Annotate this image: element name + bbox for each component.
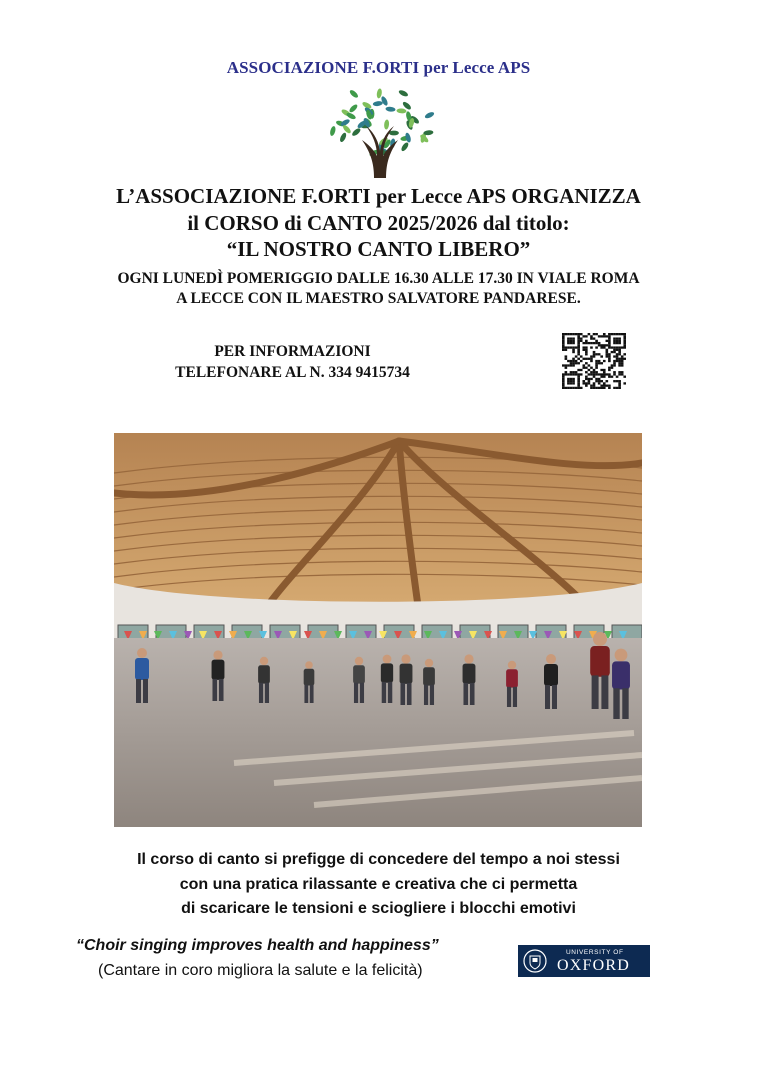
title-line-2: il CORSO di CANTO 2025/2026 dal titolo: <box>187 211 570 235</box>
description-line-3: di scaricare le tensioni e sciogliere i blocchi emotivi <box>181 900 576 917</box>
description-line-2: con una pratica rilassante e creativa che ci permetta <box>179 876 578 893</box>
oxford-name: OXFORD <box>557 957 630 974</box>
info-phone: TELEFONARE AL N. 334 9415734 <box>175 364 410 381</box>
quote-text: “Choir singing improves health and happiness” <box>76 937 439 954</box>
qr-code-icon[interactable] <box>562 333 626 389</box>
info-line-1: PER INFORMAZIONI <box>214 343 371 360</box>
title-line-3: “IL NOSTRO CANTO LIBERO” <box>226 237 531 261</box>
schedule-line-2: A LECCE CON IL MAESTRO SALVATORE PANDARESE. <box>176 290 581 307</box>
description-line-1: Il corso di canto si prefigge di concedere del tempo a noi stessi <box>137 851 620 868</box>
oxford-university-of: UNIVERSITY OF <box>566 949 624 956</box>
choir-group-photo <box>114 433 642 827</box>
schedule-line-1: OGNI LUNEDÌ POMERIGGIO DALLE 16.30 ALLE 17.30 IN VIALE ROMA <box>117 270 640 287</box>
association-header: ASSOCIAZIONE F.ORTI per Lecce APS <box>226 58 531 77</box>
quote-translation: (Cantare in coro migliora la salute e la felicità) <box>98 962 423 979</box>
oxford-logo <box>518 945 650 977</box>
tree-hands-icon <box>322 82 438 180</box>
oxford-crest-icon <box>522 948 548 974</box>
title-line-1: L’ASSOCIAZIONE F.ORTI per Lecce APS ORGANIZZA <box>116 184 641 208</box>
